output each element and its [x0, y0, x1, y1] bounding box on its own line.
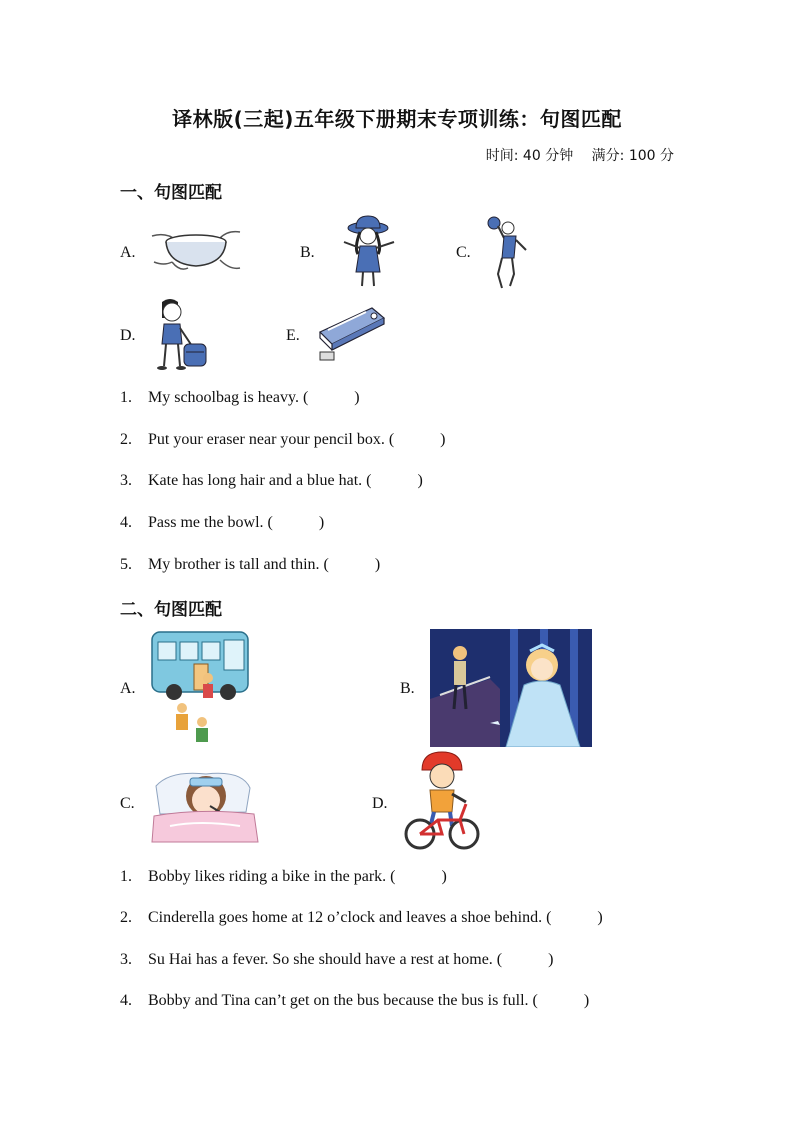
girl-blue-hat-icon: [332, 214, 406, 290]
s2-question-1: 1. Bobby likes riding a bike in the park. ( ): [120, 868, 447, 885]
full-bus-icon: [150, 628, 252, 748]
sick-girl-in-bed-icon: [150, 756, 260, 848]
s1-question-3: 3. Kate has long hair and a blue hat. ( ): [120, 472, 423, 489]
girl-heavy-schoolbag-icon: [148, 296, 214, 374]
s1-question-2: 2. Put your eraser near your pencil box. ( ): [120, 431, 446, 448]
s1-question-5: 5. My brother is tall and thin. ( ): [120, 556, 381, 573]
boy-basketball-icon: [484, 214, 534, 292]
s1-option-a-letter: A.: [120, 244, 136, 261]
full-score: 满分: 100 分: [591, 148, 674, 164]
s1-option-b-letter: B.: [300, 244, 315, 261]
time-limit: 时间: 40 分钟: [485, 148, 574, 164]
s1-question-1: 1. My schoolbag is heavy. ( ): [120, 389, 360, 406]
section-2-heading: 二、句图匹配: [120, 600, 222, 620]
s2-question-3: 3. Su Hai has a fever. So she should have a rest at home. ( ): [120, 951, 554, 968]
s2-option-d-letter: D.: [372, 795, 388, 812]
bowl-hands-icon: [150, 222, 242, 278]
s1-option-c-letter: C.: [456, 244, 471, 261]
section-1-heading: 一、句图匹配: [120, 183, 222, 203]
s2-question-2: 2. Cinderella goes home at 12 o’clock and leaves a shoe behind. ( ): [120, 909, 603, 926]
s2-option-b-letter: B.: [400, 680, 415, 697]
s1-question-4: 4. Pass me the bowl. ( ): [120, 514, 325, 531]
pencil-box-eraser-icon: [314, 302, 388, 366]
s1-option-e-letter: E.: [286, 327, 300, 344]
boy-riding-bike-icon: [402, 750, 480, 854]
s1-option-d-letter: D.: [120, 327, 136, 344]
s2-option-c-letter: C.: [120, 795, 135, 812]
page-title: 译林版(三起)五年级下册期末专项训练：句图匹配: [172, 107, 622, 131]
s2-option-a-letter: A.: [120, 680, 136, 697]
exam-meta: [486, 145, 674, 165]
s2-question-4: 4. Bobby and Tina can’t get on the bus because the bus is full. ( ): [120, 992, 590, 1009]
cinderella-icon: [430, 629, 592, 747]
